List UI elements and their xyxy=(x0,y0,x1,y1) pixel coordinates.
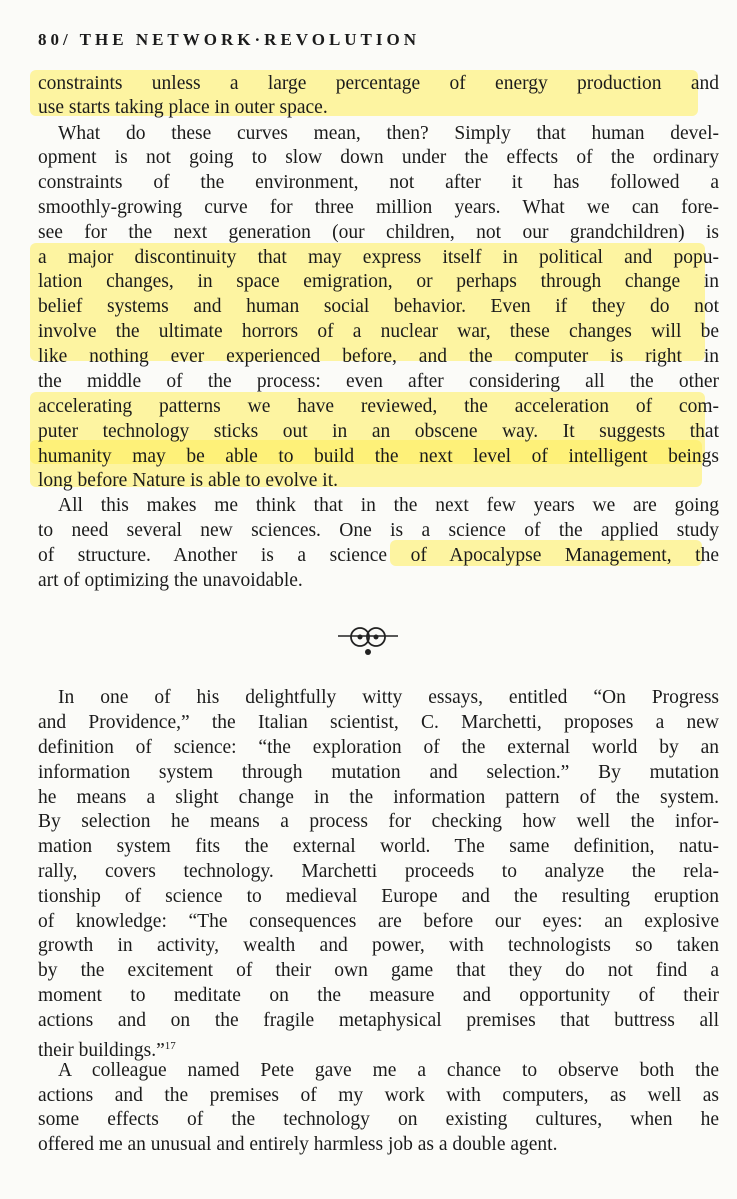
text-line: the middle of the process: even after considering all the other xyxy=(38,371,719,392)
text-line: All this makes me think that in the next few years we are going xyxy=(58,495,719,516)
text-line: use starts taking place in outer space. xyxy=(38,97,328,118)
text-line: actions and on the fragile metaphysical premises that buttress all xyxy=(38,1010,719,1031)
text-line: growth in activity, wealth and power, with technologists so taken xyxy=(38,935,719,956)
text-line: definition of science: “the exploration of the external world by an xyxy=(38,737,719,758)
text-line: opment is not going to slow down under the effects of the ordinary xyxy=(38,147,719,168)
text-line: of structure. Another is a science of Apocalypse Management, the xyxy=(38,545,719,566)
text-line: mation system fits the external world. The same definition, natu- xyxy=(38,836,719,857)
text-line: art of optimizing the unavoidable. xyxy=(38,570,303,591)
text-line: lation changes, in space emigration, or perhaps through change in xyxy=(38,271,719,292)
text-line: involve the ultimate horrors of a nuclear war, these changes will be xyxy=(38,321,719,342)
text-line: smoothly-growing curve for three million years. What we can fore- xyxy=(38,197,719,218)
text-line: humanity may be able to build the next level of intelligent beings xyxy=(38,446,719,467)
text-line: like nothing ever experienced before, and the computer is right in xyxy=(38,346,719,367)
text-line: tionship of science to medieval Europe and the resulting eruption xyxy=(38,886,719,907)
text-line: What do these curves mean, then? Simply that human devel- xyxy=(58,123,719,144)
section-break-ornament xyxy=(336,622,400,662)
text-line: see for the next generation (our children, not our grandchildren) is xyxy=(38,222,719,243)
text-line: and Providence,” the Italian scientist, C. Marchetti, proposes a new xyxy=(38,712,719,733)
text-line: to need several new sciences. One is a science of the applied study xyxy=(38,520,719,541)
text-line: rally, covers technology. Marchetti proceeds to analyze the rela- xyxy=(38,861,719,882)
text-line: a major discontinuity that may express itself in political and popu- xyxy=(38,247,719,268)
text-line: constraints of the environment, not after it has followed a xyxy=(38,172,719,193)
page-number: 80 xyxy=(38,30,63,49)
text-line: some effects of the technology on existing cultures, when he xyxy=(38,1109,719,1130)
text-line: moment to meditate on the measure and opportunity of their xyxy=(38,985,719,1006)
running-header xyxy=(38,30,420,50)
text-line: actions and the premises of my work with computers, as well as xyxy=(38,1085,719,1106)
text-line: long before Nature is able to evolve it. xyxy=(38,470,338,491)
footnote-ref[interactable]: 17 xyxy=(164,1040,176,1052)
text-line: offered me an unusual and entirely harmless job as a double agent. xyxy=(38,1134,558,1155)
text-line: belief systems and human social behavior. Even if they do not xyxy=(38,296,719,317)
book-title: / THE NETWORK·REVOLUTION xyxy=(63,30,421,49)
text-line: their buildings.” xyxy=(38,1040,165,1061)
text-line: of knowledge: “The consequences are before our eyes: an explosive xyxy=(38,911,719,932)
text-line: by the excitement of their own game that they do not find a xyxy=(38,960,719,981)
text-line: By selection he means a process for checking how well the infor- xyxy=(38,811,719,832)
text-line: accelerating patterns we have reviewed, the acceleration of com- xyxy=(38,396,719,417)
text-line: constraints unless a large percentage of energy production and xyxy=(38,73,719,94)
text-line: puter technology sticks out in an obscene way. It suggests that xyxy=(38,421,719,442)
text-line-with-footnote xyxy=(38,1034,176,1061)
text-line: In one of his delightfully witty essays, entitled “On Progress xyxy=(58,687,719,708)
text-line: A colleague named Pete gave me a chance to observe both the xyxy=(58,1060,719,1081)
text-line: information system through mutation and selection.” By mutation xyxy=(38,762,719,783)
text-line: he means a slight change in the information pattern of the system. xyxy=(38,787,719,808)
